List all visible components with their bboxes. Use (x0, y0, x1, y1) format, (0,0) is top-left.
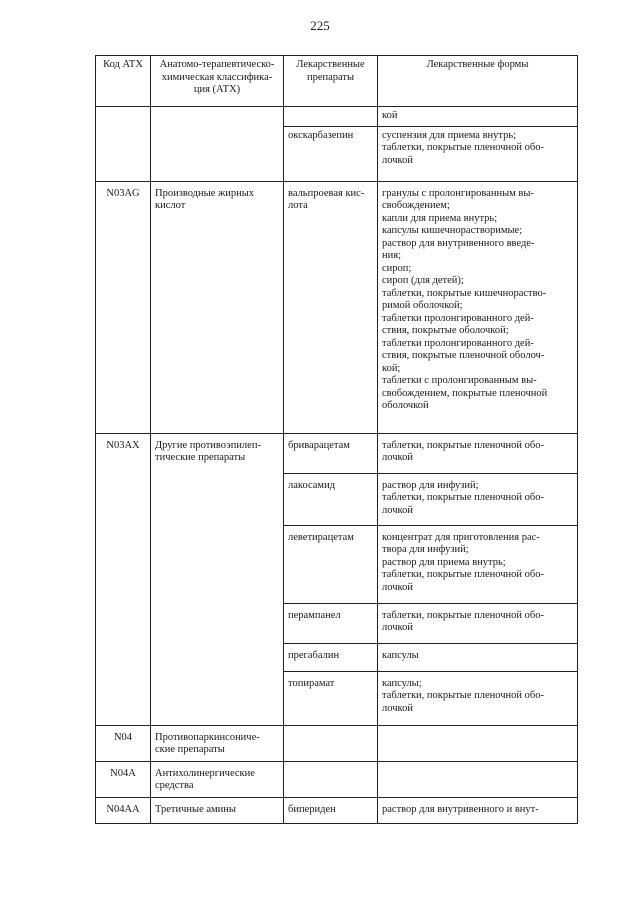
table-row (96, 107, 578, 127)
atx-code: N04A (96, 761, 151, 797)
table-row (96, 181, 578, 433)
table-row (96, 725, 578, 761)
atx-class: Третичные амины (151, 797, 284, 823)
drug-name: топирамат (284, 671, 378, 725)
dosage-forms: капсулы; таблетки, покрытые пленочной обо- лочкой (378, 671, 578, 725)
dosage-forms: таблетки, покрытые пленочной обо- лочкой (378, 433, 578, 473)
header-code: Код ATX (96, 56, 151, 107)
header-drug: Лекарственные препараты (284, 56, 378, 107)
header-forms: Лекарственные формы (378, 56, 578, 107)
atx-table (95, 55, 578, 824)
drug-name: окскарбазепин (284, 126, 378, 181)
drug-name: вальпроевая кис- лота (284, 181, 378, 433)
atx-class: Производные жирных кислот (151, 181, 284, 433)
atx-class (151, 107, 284, 182)
atx-code: N04AA (96, 797, 151, 823)
drug-name: прегабалин (284, 643, 378, 671)
dosage-forms (378, 761, 578, 797)
atx-class: Другие противоэпилеп- тические препараты (151, 433, 284, 725)
header-class: Анатомо-терапевтическо- химическая классифика- ция (АТХ) (151, 56, 284, 107)
atx-code (96, 107, 151, 182)
drug-name: бипериден (284, 797, 378, 823)
dosage-forms: гранулы с пролонгированным вы- свобождением; капли для приема внутрь; капсулы кишечнорастворимые; раствор для внутривенного введе- ния; сироп; сироп (для детей); таблетки, покрытые кишечнораство- римой оболочкой; таблетки пролонгированного дей- ствия, покрытые оболочкой; таблетки пролонгированного дей- ствия, покрытые пленочной оболоч- кой; таблетки с пролонгированным вы- свобождением, покрытые пленочной оболочкой (378, 181, 578, 433)
table-row (96, 433, 578, 473)
atx-code: N04 (96, 725, 151, 761)
table-header-row (96, 56, 578, 107)
drug-name (284, 725, 378, 761)
atx-code: N03AG (96, 181, 151, 433)
dosage-forms: таблетки, покрытые пленочной обо- лочкой (378, 603, 578, 643)
drug-name: леветирацетам (284, 525, 378, 603)
dosage-forms: кой (378, 107, 578, 127)
table-row (96, 797, 578, 823)
dosage-forms (378, 725, 578, 761)
dosage-forms: капсулы (378, 643, 578, 671)
atx-class: Антихолинергические средства (151, 761, 284, 797)
drug-name: перампанел (284, 603, 378, 643)
atx-code: N03AX (96, 433, 151, 725)
page-number: 225 (310, 18, 330, 33)
dosage-forms: раствор для инфузий; таблетки, покрытые пленочной обо- лочкой (378, 473, 578, 525)
dosage-forms: концентрат для приготовления рас- твора для инфузий; раствор для приема внутрь; таблетки, покрытые пленочной обо- лочкой (378, 525, 578, 603)
dosage-forms: суспензия для приема внутрь; таблетки, покрытые пленочной обо- лочкой (378, 126, 578, 181)
atx-class: Противопаркинсониче- ские препараты (151, 725, 284, 761)
drug-name (284, 761, 378, 797)
drug-name: лакосамид (284, 473, 378, 525)
drug-name: бриварацетам (284, 433, 378, 473)
table-row (96, 761, 578, 797)
dosage-forms: раствор для внутривенного и внут- (378, 797, 578, 823)
drug-name (284, 107, 378, 127)
